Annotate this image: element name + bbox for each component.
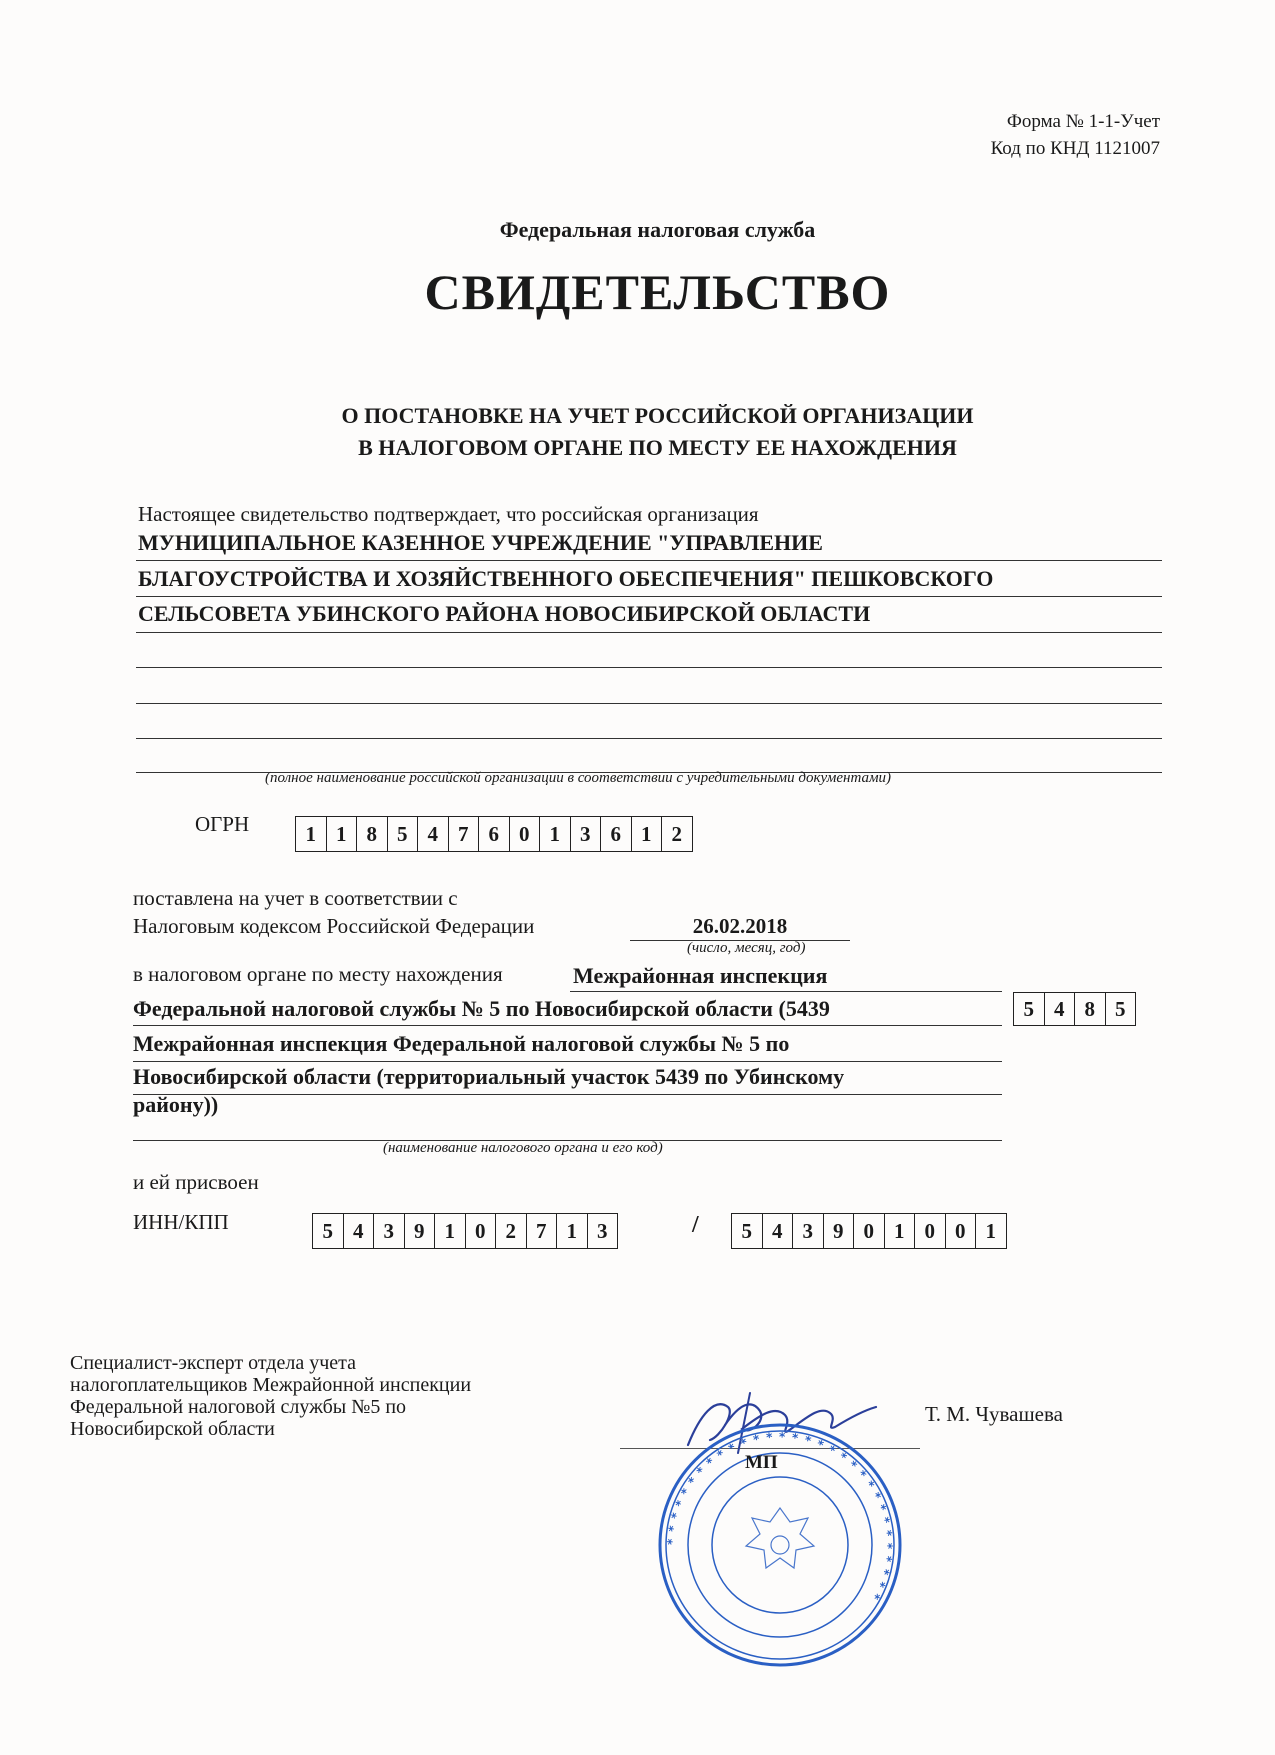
ogrn-digit: 6 (600, 817, 631, 851)
kpp-digit: 5 (741, 1219, 752, 1243)
org-rule-3 (136, 632, 1162, 633)
kpp-digit: 9 (823, 1214, 854, 1248)
kpp-digit: 4 (762, 1214, 793, 1248)
official-stamp (655, 1420, 905, 1670)
form-number: Форма № 1-1-Учет (1006, 111, 1160, 132)
kpp-digit: 0 (914, 1214, 945, 1248)
tax-organ-line-4: Новосибирской области (территориальный участок 5439 по Убинскому (133, 1064, 845, 1089)
inn-kpp-label: ИНН/КПП (133, 1210, 229, 1234)
inn-digit: 2 (495, 1214, 526, 1248)
signatory-line-3: Федеральной налоговой службы №5 по (70, 1396, 407, 1418)
tax-organ-prefix: в налоговом органе по месту нахождения (133, 962, 503, 986)
tax-organ-line-5: району)) (133, 1092, 219, 1117)
inn-digit: 5 (322, 1219, 333, 1243)
kpp-digit: 0 (853, 1214, 884, 1248)
org-rule-6 (136, 738, 1162, 739)
tax-organ-line-2: Федеральной налоговой службы № 5 по Новосибирской области (5439 (133, 996, 830, 1021)
ogrn-boxes (295, 816, 693, 852)
org-name-line-1: МУНИЦИПАЛЬНОЕ КАЗЕННОЕ УЧРЕЖДЕНИЕ "УПРАВЛЕНИЕ (138, 530, 823, 555)
ogrn-digit: 5 (387, 817, 418, 851)
org-rule-2 (136, 596, 1162, 597)
subtitle-line-2: В НАЛОГОВОМ ОРГАНЕ ПО МЕСТУ ЕЕ НАХОЖДЕНИЯ (358, 435, 957, 460)
inn-digit: 7 (526, 1214, 557, 1248)
org-name-line-2: БЛАГОУСТРОЙСТВА И ХОЗЯЙСТВЕННОГО ОБЕСПЕЧЕНИЯ" ПЕШКОВСКОГО (138, 566, 994, 591)
registered-line-2: Налоговым кодексом Российской Федерации (133, 914, 535, 938)
inn-digit: 3 (587, 1214, 618, 1248)
inn-digit: 3 (373, 1214, 404, 1248)
svg-text:* * * * * * * * * * * * * * *: * * * * * * * * * * * * * * * * * * * * * * * * * * * * * * * (664, 1429, 896, 1603)
signatory-line-1: Специалист-эксперт отдела учета (70, 1352, 356, 1374)
signatory-block (70, 1352, 471, 1440)
ogrn-digit: 4 (417, 817, 448, 851)
tax-code-digit: 4 (1044, 993, 1075, 1025)
tax-rule-4 (133, 1094, 1002, 1095)
signatory-line-2: налогоплательщиков Межрайонной инспекции (70, 1374, 472, 1396)
kpp-digit: 3 (792, 1214, 823, 1248)
registration-date: 26.02.2018 (692, 914, 788, 938)
org-rule-4 (136, 667, 1162, 668)
tax-rule-1 (570, 991, 1002, 992)
ogrn-digit: 1 (631, 817, 662, 851)
assigned-text: и ей присвоен (133, 1170, 259, 1194)
tax-code-digit: 5 (1105, 993, 1136, 1025)
ogrn-digit: 7 (448, 817, 479, 851)
signatory-name: Т. М. Чувашева (925, 1402, 1063, 1426)
ogrn-digit: 1 (539, 817, 570, 851)
inn-digit: 9 (404, 1214, 435, 1248)
tax-code-digit: 5 (1023, 997, 1034, 1021)
tax-organ-note: (наименование налогового органа и его код) (383, 1140, 663, 1156)
org-rule-5 (136, 703, 1162, 704)
kpp-digit: 1 (975, 1214, 1006, 1248)
subtitle-line-1: О ПОСТАНОВКЕ НА УЧЕТ РОССИЙСКОЙ ОРГАНИЗАЦИИ (341, 403, 974, 428)
ogrn-digit: 1 (326, 817, 357, 851)
ogrn-digit: 8 (356, 817, 387, 851)
knd-code: Код по КНД 1121007 (990, 138, 1160, 159)
ogrn-label: ОГРН (195, 812, 250, 836)
intro-text: Настоящее свидетельство подтверждает, что российская организация (138, 502, 759, 526)
agency-name: Федеральная налоговая служба (499, 217, 816, 242)
tax-rule-2 (133, 1025, 1002, 1026)
ogrn-digit: 0 (509, 817, 540, 851)
inn-digit: 1 (434, 1214, 465, 1248)
kpp-digit: 1 (884, 1214, 915, 1248)
tax-organ-line-3: Межрайонная инспекция Федеральной налоговой службы № 5 по (133, 1031, 790, 1056)
ogrn-digit: 3 (570, 817, 601, 851)
tax-rule-3 (133, 1061, 1002, 1062)
inn-digit: 0 (465, 1214, 496, 1248)
signatory-line-4: Новосибирской области (70, 1418, 275, 1440)
tax-code-digit: 8 (1074, 993, 1105, 1025)
ogrn-digit: 6 (478, 817, 509, 851)
inn-boxes (312, 1213, 618, 1249)
stamp-place-label: МП (745, 1452, 778, 1473)
kpp-boxes (731, 1213, 1007, 1249)
org-name-note: (полное наименование российской организации в соответствии с учредительными документами) (265, 770, 892, 786)
org-name-line-3: СЕЛЬСОВЕТА УБИНСКОГО РАЙОНА НОВОСИБИРСКОЙ ОБЛАСТИ (138, 601, 871, 626)
tax-organ-code-boxes (1013, 992, 1136, 1026)
inn-kpp-separator: / (692, 1212, 699, 1238)
kpp-digit: 0 (945, 1214, 976, 1248)
ogrn-digit: 1 (305, 822, 316, 846)
inn-digit: 1 (556, 1214, 587, 1248)
tax-organ-line-1: Межрайонная инспекция (573, 963, 828, 988)
org-rule-1 (136, 560, 1162, 561)
date-note: (число, месяц, год) (687, 940, 806, 956)
ogrn-digit: 2 (661, 817, 692, 851)
form-header (991, 108, 1160, 162)
subtitle (0, 400, 1275, 464)
registered-line-1: поставлена на учет в соответствии с (133, 886, 458, 910)
inn-digit: 4 (343, 1214, 374, 1248)
page-title: СВИДЕТЕЛЬСТВО (424, 264, 891, 320)
